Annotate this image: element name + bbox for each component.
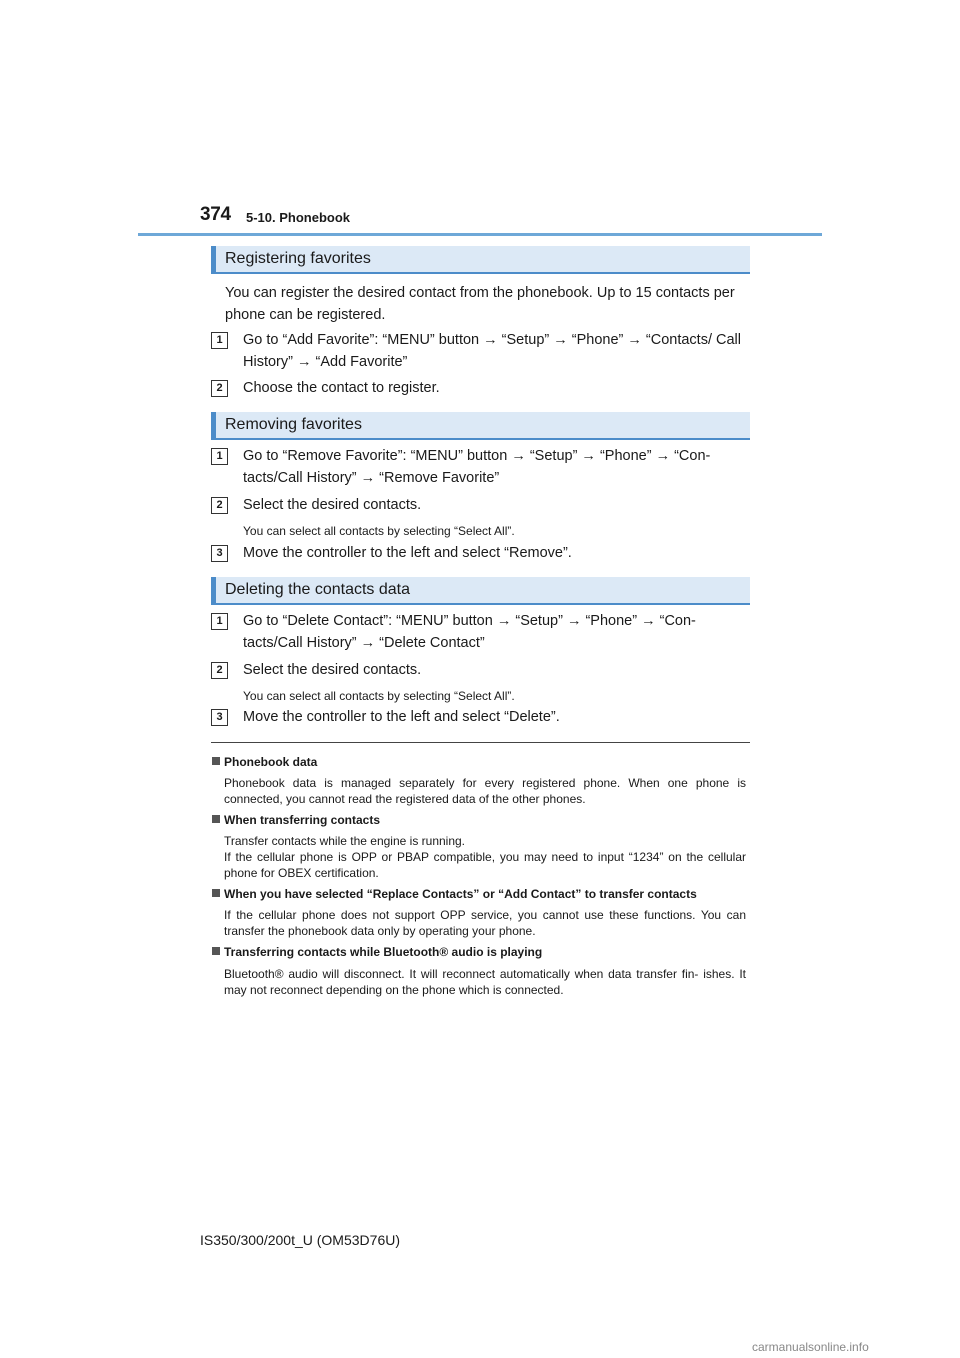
note-body	[224, 833, 746, 881]
note-title: Phonebook data	[212, 754, 317, 770]
section-title: 5-10. Phonebook	[246, 210, 351, 225]
note-title: Transferring contacts while Bluetooth® audio is playing	[212, 944, 542, 960]
note-line: Transfer contacts while the engine is running.	[224, 834, 466, 848]
step-number: 1	[211, 448, 228, 465]
note-body	[224, 907, 746, 939]
note-line: Bluetooth® audio will disconnect. It will reconnect automatically when data transfer fin- ishes. It may not reconnect depending on the phone which is connected.	[224, 967, 746, 997]
heading-text: Registering favorites	[225, 250, 371, 267]
step-number: 3	[211, 545, 228, 562]
section-heading-deleting	[211, 577, 750, 605]
step-note: You can select all contacts by selecting “Select All”.	[243, 689, 515, 703]
note-line: If the cellular phone does not support OPP service, you cannot use these functions. You can transfer the phonebook data only by operating your phone.	[224, 908, 746, 938]
step-text: Move the controller to the left and select “Delete”.	[243, 709, 560, 725]
note-title: When you have selected “Replace Contacts” or “Add Contact” to transfer contacts	[212, 886, 697, 902]
note-body	[224, 775, 746, 807]
intro-text: You can register the desired contact from the phonebook. Up to 15 contacts per phone can be registered.	[225, 285, 735, 323]
note-body	[224, 966, 746, 998]
heading-text: Deleting the contacts data	[225, 581, 411, 598]
step-number: 2	[211, 662, 228, 679]
step-number: 2	[211, 380, 228, 397]
step-text: Go to “Delete Contact”: “MENU” button → “Setup” → “Phone” → “Con- tacts/Call History” → “Delete Contact”	[243, 613, 696, 651]
note-line: Phonebook data is managed separately for every registered phone. When one phone is connected, you cannot read the registered data of the other phones.	[224, 776, 746, 806]
step-text: Choose the contact to register.	[243, 380, 440, 396]
bullet-square-icon	[212, 947, 220, 955]
section-heading-removing	[211, 412, 750, 440]
note-line: If the cellular phone is OPP or PBAP compatible, you may need to input “1234” on the cellular phone for OBEX certification.	[224, 850, 746, 880]
step-text: Select the desired contacts.	[243, 662, 422, 678]
step-text: Move the controller to the left and select “Remove”.	[243, 545, 572, 561]
step-note: You can select all contacts by selecting “Select All”.	[243, 524, 515, 538]
bullet-square-icon	[212, 815, 220, 823]
note-title: When transferring contacts	[212, 812, 380, 828]
step-text: Select the desired contacts.	[243, 497, 422, 513]
footer-model: IS350/300/200t_U (OM53D76U)	[200, 1232, 400, 1248]
step-text: Go to “Remove Favorite”: “MENU” button → “Setup” → “Phone” → “Con- tacts/Call History” → “Remove Favorite”	[243, 448, 711, 486]
notes-divider	[211, 742, 750, 743]
bullet-square-icon	[212, 757, 220, 765]
heading-text: Removing favorites	[225, 416, 362, 433]
bullet-square-icon	[212, 889, 220, 897]
step-text: Go to “Add Favorite”: “MENU” button → “Setup” → “Phone” → “Contacts/ Call History” → “Add Favorite”	[243, 332, 741, 370]
header-rule	[138, 233, 822, 236]
step-number: 1	[211, 613, 228, 630]
page-number: 374	[200, 204, 231, 225]
section-heading-registering	[211, 246, 750, 274]
step-number: 2	[211, 497, 228, 514]
step-number: 3	[211, 709, 228, 726]
step-number: 1	[211, 332, 228, 349]
watermark: carmanualsonline.info	[752, 1340, 869, 1354]
